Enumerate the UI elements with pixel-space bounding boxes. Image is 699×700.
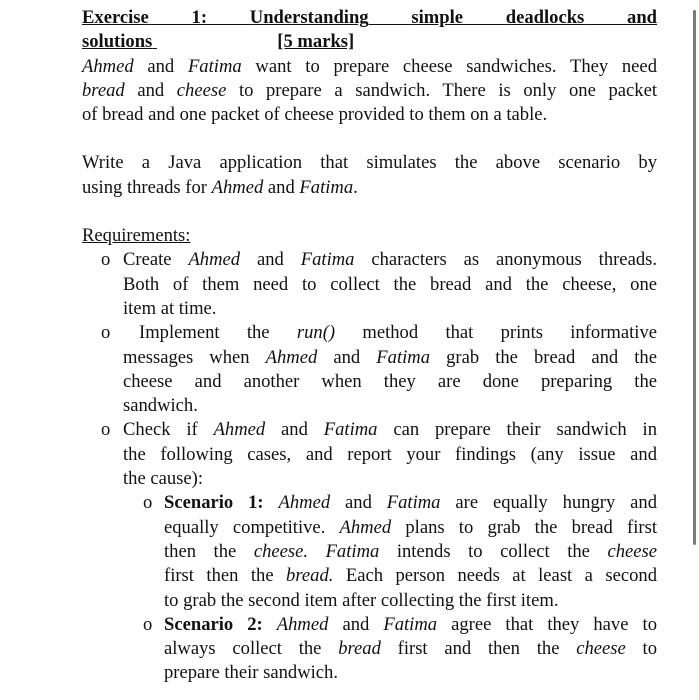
requirement-item: o Check if Ahmed and Fatima can prepare their sandwich in the following cases, and report your findings (any issue and the cause): bbox=[101, 419, 658, 490]
task-line: Write a Java application that simulates the above scenario by bbox=[82, 152, 657, 174]
title-word: Exercise bbox=[82, 7, 149, 28]
exercise-title-line1 bbox=[82, 6, 657, 30]
scenario-item: o Scenario 1: Ahmed and Fatima are equally hungry and equally competitive. Ahmed plans to grab the bread first then the cheese. Fatima intends to collect the cheese first then the bread. Each person needs at least a second to grab the second item after collecting the first item. bbox=[143, 492, 658, 611]
scenario-item: o Scenario 2: Ahmed and Fatima agree that they have to always collect the bread first and then the cheese to prepare their sandwich. bbox=[143, 613, 657, 684]
requirements-heading: Requirements: bbox=[82, 225, 191, 247]
task-line: using threads for Ahmed and Fatima. bbox=[82, 176, 358, 198]
scrollbar[interactable] bbox=[693, 10, 696, 545]
bullet-icon: o bbox=[143, 492, 153, 514]
bullet-icon: o bbox=[143, 613, 153, 635]
title-word: simple bbox=[411, 7, 464, 28]
title-word: Understanding bbox=[249, 7, 369, 28]
bullet-icon: o bbox=[101, 249, 111, 271]
requirement-item: o Create Ahmed and Fatima characters as anonymous threads. Both of them need to collect the bread and the cheese, one item at time. bbox=[101, 249, 657, 319]
marks-label: [5 marks] bbox=[277, 31, 355, 53]
document-body bbox=[82, 6, 657, 686]
bullet-icon: o bbox=[101, 419, 111, 441]
exercise-title-line2 bbox=[82, 30, 657, 54]
title-word: 1: bbox=[191, 7, 208, 28]
requirement-item: o Implement the run() method that prints informative messages when Ahmed and Fatima grab the bread and the cheese and another when they are done preparing the sandwich. bbox=[101, 322, 658, 417]
bullet-icon: o bbox=[101, 322, 111, 344]
title-word: and bbox=[627, 7, 658, 28]
intro-line: bread and cheese to prepare a sandwich. There is only one packet bbox=[82, 79, 657, 101]
intro-line: of bread and one packet of cheese provided to them on a table. bbox=[82, 104, 548, 126]
title-word: deadlocks bbox=[505, 7, 585, 28]
title-word: solutions bbox=[82, 31, 153, 53]
intro-line: Ahmed and Fatima want to prepare cheese sandwiches. They need bbox=[82, 55, 657, 77]
